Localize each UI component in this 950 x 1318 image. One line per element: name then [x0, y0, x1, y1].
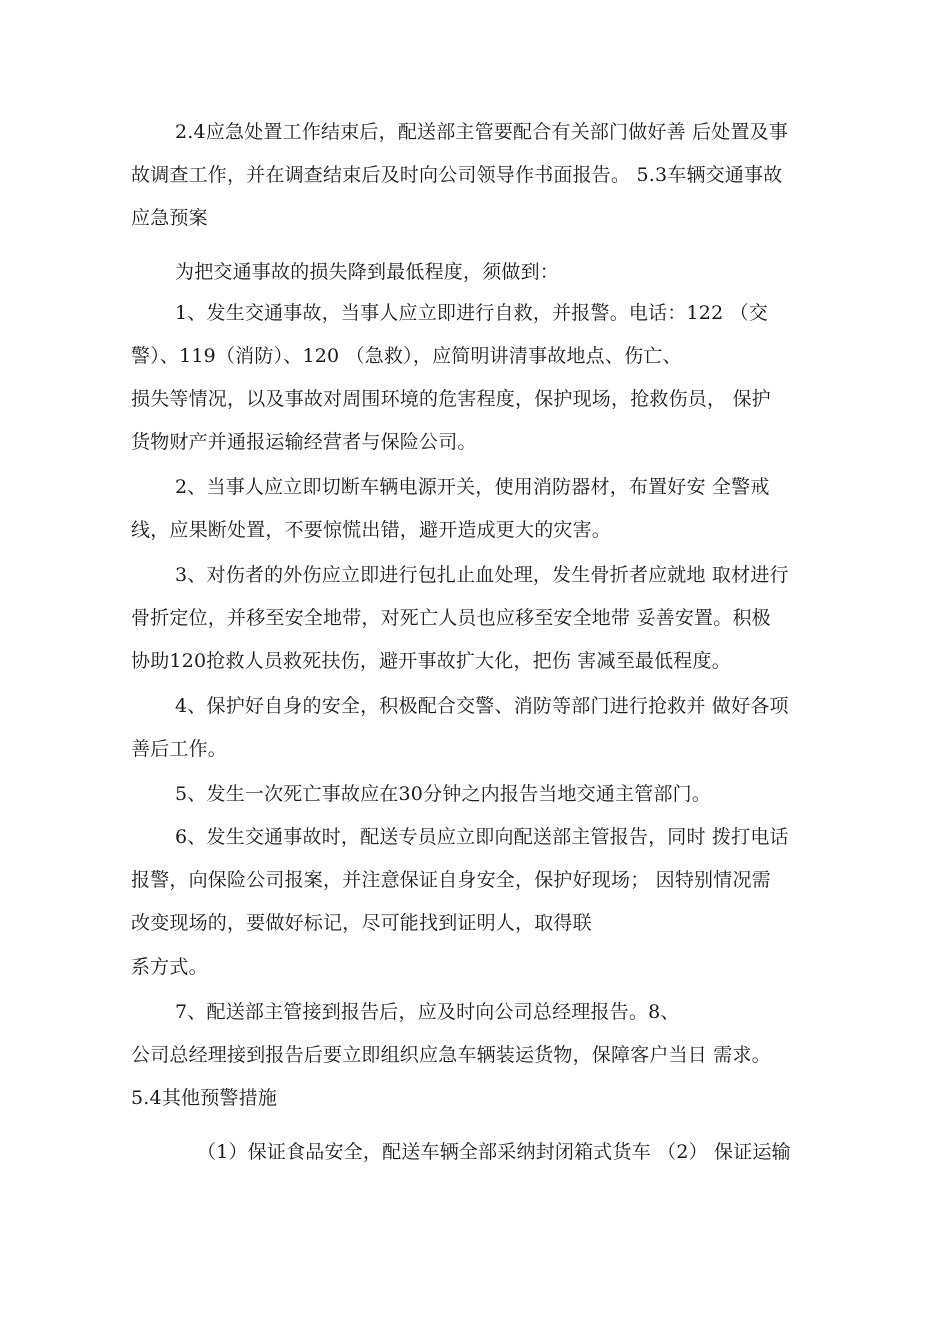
text-line: 故调查工作，并在调查结束后及时向公司领导作书面报告。 5.3车辆交通事故 [131, 164, 783, 186]
text-line: 应急预案 [131, 207, 208, 229]
text-line: 货物财产并通报运输经营者与保险公司。 [131, 431, 477, 453]
text-line: 2.4应急处置工作结束后，配送部主管要配合有关部门做好善 后处置及事 [175, 121, 789, 143]
text-line: 5、发生一次死亡事故应在30分钟之内报告当地交通主管部门。 [175, 783, 712, 805]
text-line: （1）保证食品安全，配送车辆全部采纳封闭箱式货车 （2） 保证运输 [197, 1141, 791, 1163]
text-line: 4、保护好自身的安全，积极配合交警、消防等部门进行抢救并 做好各项 [175, 695, 789, 717]
text-line: 公司总经理接到报告后要立即组织应急车辆装运货物，保障客户当日 需求。 [131, 1044, 771, 1066]
text-line: 警）、119（消防）、120 （急救），应简明讲清事故地点、伤亡、 [131, 345, 682, 367]
text-line: 2、当事人应立即切断车辆电源开关，使用消防器材，布置好安 全警戒 [175, 476, 770, 498]
text-line: 报警，向保险公司报案，并注意保证自身安全，保护好现场； 因特别情况需 [131, 869, 771, 891]
text-line: 为把交通事故的损失降到最低程度，须做到： [175, 261, 560, 283]
text-line: 6、发生交通事故时，配送专员应立即向配送部主管报告，同时 拨打电话 [175, 826, 789, 848]
text-line: 5.4其他预警措施 [131, 1087, 278, 1109]
text-line: 3、对伤者的外伤应立即进行包扎止血处理，发生骨折者应就地 取材进行 [175, 564, 789, 586]
text-line: 损失等情况，以及事故对周围环境的危害程度，保护现场，抢救伤员， 保护 [131, 388, 771, 410]
text-line: 骨折定位，并移至安全地带，对死亡人员也应移至安全地带 妥善安置。积极 [131, 607, 771, 629]
text-line: 线，应果断处置，不要惊慌出错，避开造成更大的灾害。 [131, 519, 612, 541]
text-line: 善后工作。 [131, 738, 228, 760]
text-line: 协助120抢救人员救死扶伤，避开事故扩大化，把伤 害减至最低程度。 [131, 650, 731, 672]
text-line: 系方式。 [131, 956, 208, 978]
text-line: 改变现场的，要做好标记，尽可能找到证明人，取得联 [131, 912, 592, 934]
text-line: 1、发生交通事故，当事人应立即进行自救，并报警。电话：122 （交 [175, 302, 768, 324]
text-line: 7、配送部主管接到报告后，应及时向公司总经理报告。8、 [175, 1001, 680, 1023]
